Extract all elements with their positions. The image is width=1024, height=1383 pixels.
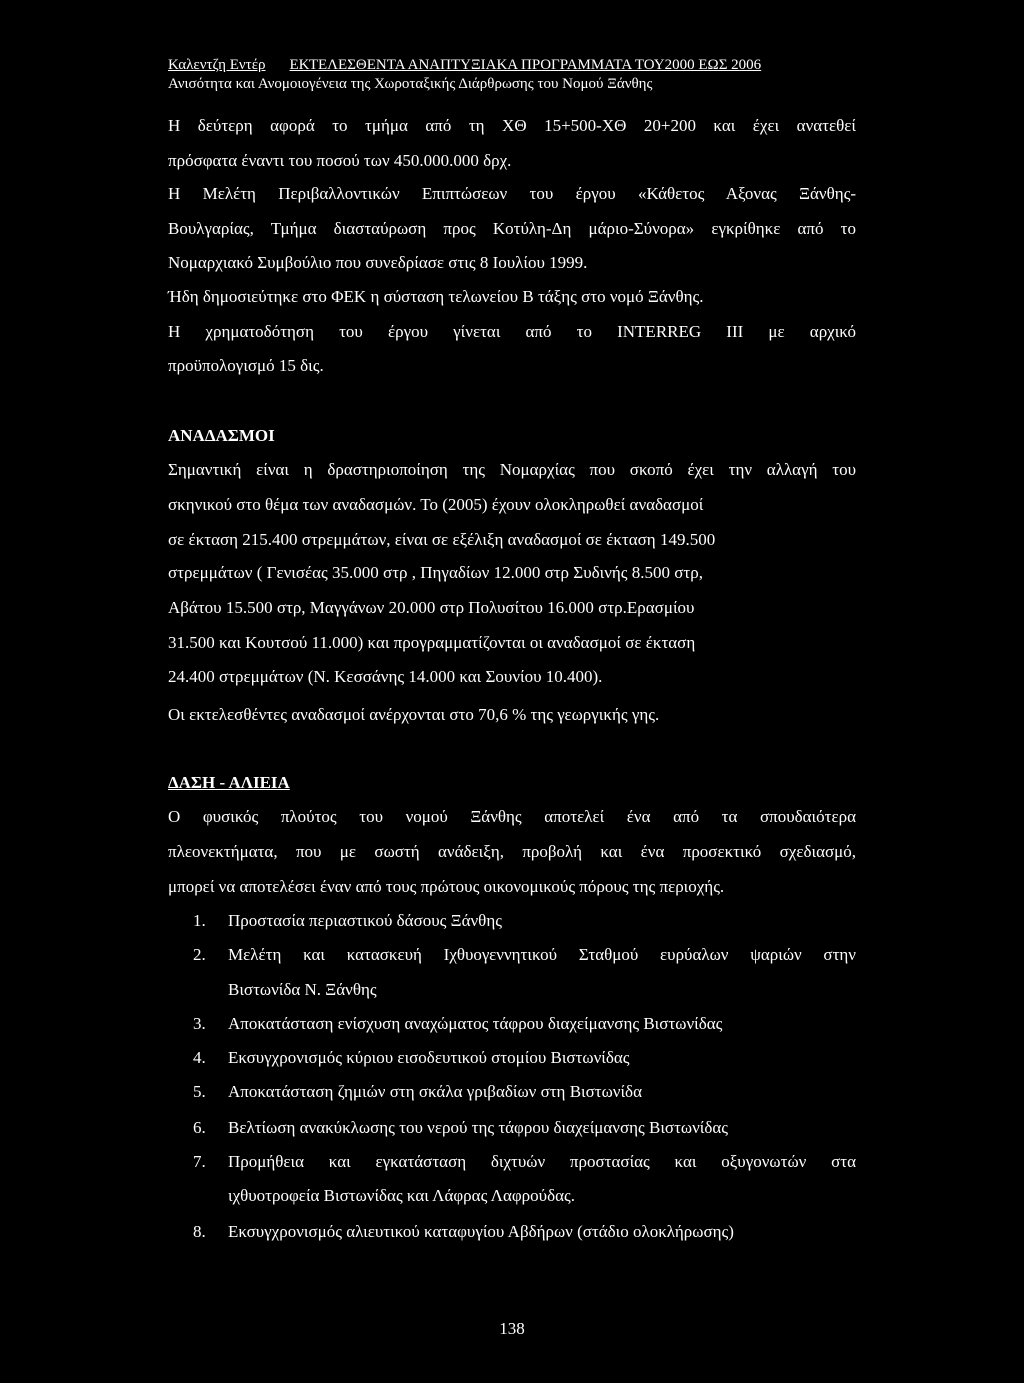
- intro-line: Η χρηματοδότηση του έργου γίνεται από το INTERREG III με αρχικό: [168, 322, 856, 341]
- list-item: Αποκατάσταση ζημιών στη σκάλα γριβαδίων στη Βιστωνίδα: [228, 1082, 642, 1101]
- header-author: Καλεντζη Εντέρ: [168, 57, 266, 73]
- list-number: 3.: [193, 1014, 206, 1033]
- list-item: Προμήθεια και εγκατάσταση διχτυών προστασίας και οξυγονωτών στα: [228, 1152, 856, 1171]
- list-item: Βελτίωση ανακύκλωσης του νερού της τάφρου διαχείμανσης Βιστωνίδας: [228, 1118, 729, 1137]
- anadasmoi-line: σε έκταση 215.400 στρεμμάτων, είναι σε εξέλιξη αναδασμοί σε έκταση 149.500: [168, 530, 716, 549]
- dasi-line: πλεονεκτήματα, που με σωστή ανάδειξη, προβολή και ένα προσεκτικό σχεδιασμό,: [168, 842, 856, 861]
- list-item: Εκσυγχρονισμός κύριου εισοδευτικού στομίου Βιστωνίδας: [228, 1048, 630, 1067]
- header-title: ΕΚΤΕΛΕΣΘΕΝΤΑ ΑΝΑΠΤΥΞΙΑΚΑ ΠΡΟΓΡΑΜΜΑΤΑ ΤΟΥ2000 ΕΩΣ 2006: [289, 57, 762, 73]
- list-item-continuation: Βιστωνίδα Ν. Ξάνθης: [228, 980, 377, 999]
- list-number: 8.: [193, 1222, 206, 1241]
- list-number: 2.: [193, 945, 206, 964]
- anadasmoi-line: Οι εκτελεσθέντες αναδασμοί ανέρχονται στο 70,6 % της γεωργικής γης.: [168, 705, 660, 724]
- list-number: 6.: [193, 1118, 206, 1137]
- header-subtitle: Ανισότητα και Ανομοιογένεια της Χωροταξικής Διάρθρωσης του Νομού Ξάνθης: [168, 76, 653, 92]
- list-number: 4.: [193, 1048, 206, 1067]
- list-item: Εκσυγχρονισμός αλιευτικού καταφυγίου Αβδήρων (στάδιο ολοκλήρωσης): [228, 1222, 734, 1241]
- list-item: Αποκατάσταση ενίσχυση αναχώματος τάφρου διαχείμανσης Βιστωνίδας: [228, 1014, 723, 1033]
- anadasmoi-line: Αβάτου 15.500 στρ, Μαγγάνων 20.000 στρ Πολυσίτου 16.000 στρ.Ερασμίου: [168, 598, 695, 617]
- anadasmoi-line: Σημαντική είναι η δραστηριοποίηση της Νομαρχίας που σκοπό έχει την αλλαγή του: [168, 460, 856, 479]
- list-item: Μελέτη και κατασκευή Ιχθυογεννητικού Σταθμού ευρύαλων ψαριών στην: [228, 945, 856, 964]
- dasi-line: Ο φυσικός πλούτος του νομού Ξάνθης αποτελεί ένα από τα σπουδαιότερα: [168, 807, 856, 826]
- section-heading-dasi: ΔΑΣΗ - ΑΛΙΕΙΑ: [168, 773, 290, 792]
- intro-line: προϋπολογισμό 15 δις.: [168, 356, 324, 375]
- section-heading-anadasmoi: ΑΝΑΔΑΣΜΟΙ: [168, 426, 275, 445]
- list-number: 7.: [193, 1152, 206, 1171]
- intro-line: Ήδη δημοσιεύτηκε στο ΦΕΚ η σύσταση τελωνείου Β τάξης στο νομό Ξάνθης.: [168, 287, 704, 306]
- list-number: 5.: [193, 1082, 206, 1101]
- intro-line: Η Μελέτη Περιβαλλοντικών Επιπτώσεων του έργου «Κάθετος Αξονας Ξάνθης-: [168, 184, 856, 203]
- list-item-continuation: ιχθυοτροφεία Βιστωνίδας και Λάφρας Λαφρούδας.: [228, 1186, 575, 1205]
- page-number: 138: [499, 1319, 525, 1338]
- intro-line: πρόσφατα έναντι του ποσού των 450.000.000 δρχ.: [168, 151, 512, 170]
- running-header-top: [168, 56, 761, 74]
- anadasmoi-line: στρεμμάτων ( Γενισέας 35.000 στρ , Πηγαδίων 12.000 στρ Συδινής 8.500 στρ,: [168, 563, 703, 582]
- dasi-line: μπορεί να αποτελέσει έναν από τους πρώτους οικονομικούς πόρους της περιοχής.: [168, 877, 725, 896]
- intro-line: Η δεύτερη αφορά το τμήμα από τη ΧΘ 15+500-ΧΘ 20+200 και έχει ανατεθεί: [168, 116, 856, 135]
- intro-line: Βουλγαρίας, Τμήμα διασταύρωση προς Κοτύλη-Δη μάριο-Σύνορα» εγκρίθηκε από το: [168, 219, 856, 238]
- anadasmoi-line: 24.400 στρεμμάτων (Ν. Κεσσάνης 14.000 και Σουνίου 10.400).: [168, 667, 603, 686]
- intro-line: Νομαρχιακό Συμβούλιο που συνεδρίασε στις 8 Ιουλίου 1999.: [168, 253, 588, 272]
- list-item: Προστασία περιαστικού δάσους Ξάνθης: [228, 911, 502, 930]
- anadasmoi-line: 31.500 και Κουτσού 11.000) και προγραμματίζονται οι αναδασμοί σε έκταση: [168, 633, 696, 652]
- anadasmoi-line: σκηνικού στο θέμα των αναδασμών. Το (2005) έχουν ολοκληρωθεί αναδασμοί: [168, 495, 704, 514]
- list-number: 1.: [193, 911, 206, 930]
